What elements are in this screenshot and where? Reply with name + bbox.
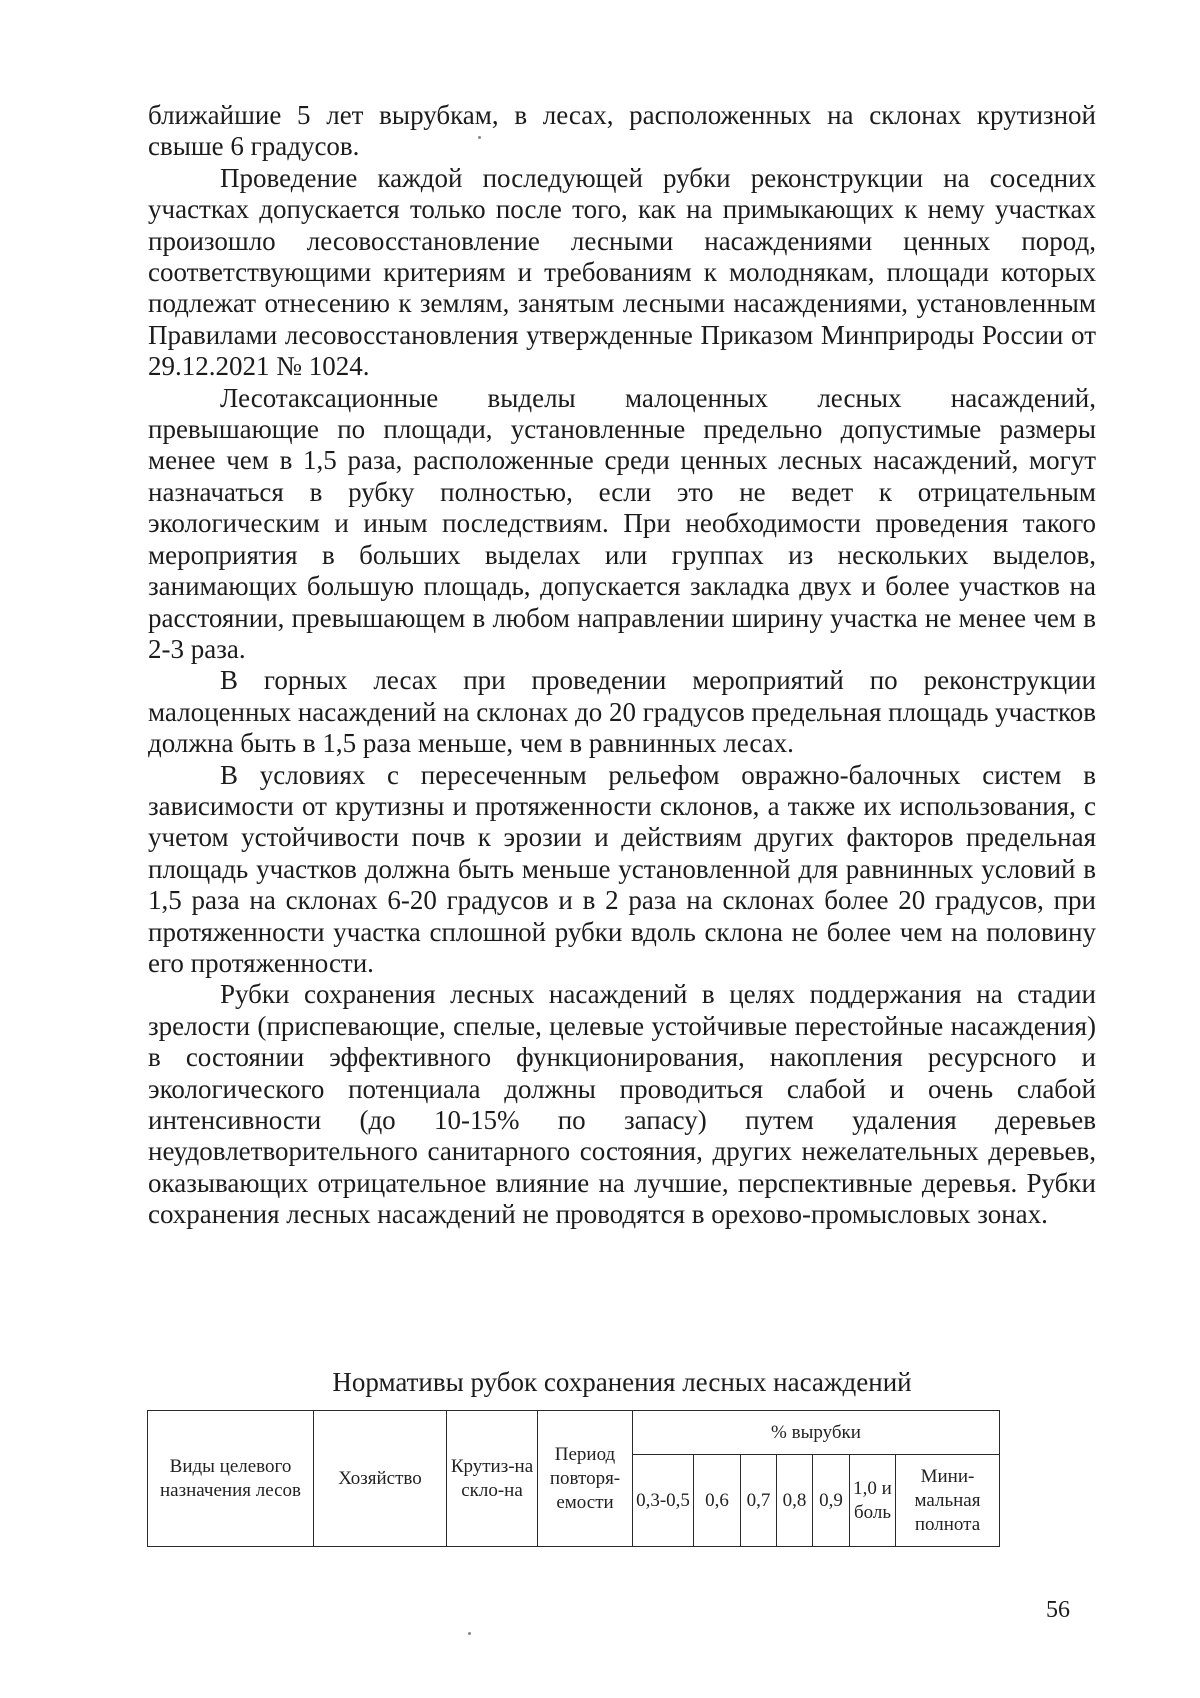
paragraph-reconstruction-order: Проведение каждой последующей рубки реконструкции на соседних участках допускается только после того, как на примыкающих к нему участках произошло лесовосстановление лесными насаждениями ценных пород, соответствующими критериям и требованиям к молоднякам, площади которых подлежат отнесению к землям, занятым лесными насаждениями, установленным Правилами лесовосстановления утвержденные Приказом Минприроды России от 29.12.2021 № 1024. xyxy=(148,162,1096,382)
header-period: Период повторя-емости xyxy=(538,1411,633,1547)
subheader-density-10-plus: 1,0 и боль xyxy=(850,1455,896,1547)
body-text xyxy=(148,100,1096,1231)
subheader-density-03-05: 0,3-0,5 xyxy=(633,1455,694,1547)
header-percent-cut: % вырубки xyxy=(633,1411,1000,1455)
scan-speck xyxy=(468,1632,471,1635)
paragraph-continuation: ближайшие 5 лет вырубкам, в лесах, расположенных на склонах крутизной свыше 6 градусов. xyxy=(148,100,1096,162)
page-number: 56 xyxy=(1046,1597,1070,1623)
subheader-density-08: 0,8 xyxy=(777,1455,813,1547)
scan-speck xyxy=(478,136,481,139)
paragraph-ravine-systems: В условиях с пересеченным рельефом овражно-балочных систем в зависимости от крутизны и протяженности склонов, а также их использования, с учетом устойчивости почв к эрозии и действиям других факторов предельная площадь участков должна быть меньше установленной для равнинных условий в 1,5 раза на склонах 6-20 градусов и в 2 раза на склонах более 20 градусов, при протяженности участка сплошной рубки вдоль склона не более чем на половину его протяженности. xyxy=(148,759,1096,978)
subheader-density-06: 0,6 xyxy=(694,1455,741,1547)
norms-table xyxy=(147,1410,1000,1547)
paragraph-conservation-cuttings: Рубки сохранения лесных насаждений в целях поддержания на стадии зрелости (приспевающие, спелые, целевые устойчивые перестойные насаждения) в состоянии эффективного функционирования, накопления ресурсного и экологического потенциала должны проводиться слабой и очень слабой интенсивности (до 10-15% по запасу) путем удаления деревьев неудовлетворительного санитарного состояния, других нежелательных деревьев, оказывающих отрицательное влияние на лучшие, перспективные деревья. Рубки сохранения лесных насаждений не проводятся в орехово-промысловых зонах. xyxy=(148,979,1096,1230)
header-slope: Крутиз-на скло-на xyxy=(447,1411,538,1547)
header-forest-type: Виды целевого назначения лесов xyxy=(148,1411,314,1547)
subheader-density-07: 0,7 xyxy=(741,1455,777,1547)
subheader-density-09: 0,9 xyxy=(813,1455,850,1547)
paragraph-mountain-forests: В горных лесах при проведении мероприятий по реконструкции малоценных насаждений на склонах до 20 градусов предельная площадь участков должна быть в 1,5 раза меньше, чем в равнинных лесах. xyxy=(148,665,1097,759)
header-economy: Хозяйство xyxy=(314,1411,447,1547)
subheader-min-density: Мини-мальная полнота xyxy=(896,1455,1000,1547)
paragraph-low-value-stands: Лесотаксационные выделы малоценных лесных насаждений, превышающие по площади, установленные предельно допустимые размеры менее чем в 1,5 раза, расположенные среди ценных лесных насаждений, могут назначаться в рубку полностью, если это не ведет к отрицательным экологическим и иным последствиям. При необходимости проведения такого мероприятия в больших выделах или группах из нескольких выделов, занимающих большую площадь, допускается закладка двух и более участков на расстоянии, превышающем в любом направлении ширину участка не менее чем в 2-3 раза. xyxy=(148,382,1096,664)
table-title: Нормативы рубок сохранения лесных насаждений xyxy=(332,1367,912,1397)
